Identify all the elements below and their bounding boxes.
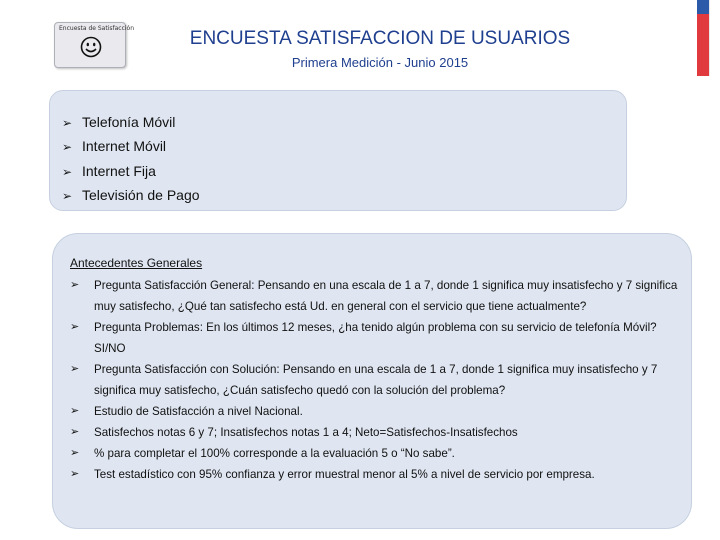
arrow-bullet-icon: ➢ <box>70 447 80 459</box>
arrow-bullet-icon: ➢ <box>70 468 80 480</box>
list-item: ➢ Telefonía Móvil <box>62 110 200 134</box>
flag-blue-block <box>697 0 709 14</box>
list-item: ➢ Pregunta Problemas: En los últimos 12 meses, ¿ha tenido algún problema con su servicio de telefonía Móvil? SI/NO <box>70 317 680 359</box>
list-item: ➢ Satisfechos notas 6 y 7; Insatisfechos notas 1 a 4; Neto=Satisfechos-Insatisfechos <box>70 422 680 443</box>
background-heading: Antecedentes Generales <box>70 256 203 270</box>
arrow-bullet-icon: ➢ <box>70 426 80 438</box>
list-item: ➢ % para completar el 100% corresponde a la evaluación 5 o “No sabe”. <box>70 443 680 464</box>
page-subtitle: Primera Medición - Junio 2015 <box>291 55 469 70</box>
list-item: ➢ Test estadístico con 95% confianza y error muestral menor al 5% a nivel de servicio por empresa. <box>70 464 680 485</box>
services-list <box>62 110 200 207</box>
arrow-bullet-icon: ➢ <box>62 116 73 130</box>
list-item: ➢ Pregunta Satisfacción General: Pensando en una escala de 1 a 7, donde 1 significa muy insatisfecho y 7 significa muy satisfecho, ¿Qué tan satisfecho está Ud. en general con el servicio que tiene actualmente? <box>70 275 680 317</box>
list-item: ➢ Internet Fija <box>62 159 200 183</box>
arrow-bullet-icon: ➢ <box>70 363 80 375</box>
logo-label: Encuesta de Satisfacción <box>59 25 135 32</box>
page-title: ENCUESTA SATISFACCION DE USUARIOS <box>189 28 571 49</box>
list-item: ➢ Estudio de Satisfacción a nivel Nacional. <box>70 401 680 422</box>
list-item: ➢ Internet Móvil <box>62 134 200 158</box>
arrow-bullet-icon: ➢ <box>70 321 80 333</box>
arrow-bullet-icon: ➢ <box>70 405 80 417</box>
arrow-bullet-icon: ➢ <box>62 140 73 155</box>
arrow-bullet-icon: ➢ <box>62 164 73 179</box>
arrow-bullet-icon: ➢ <box>62 188 73 203</box>
arrow-bullet-icon: ➢ <box>70 279 80 291</box>
list-item: ➢ Pregunta Satisfacción con Solución: Pensando en una escala de 1 a 7, donde 1 significa muy insatisfecho y 7 significa muy satisfecho, ¿Cuán satisfecho quedó con la solución del problema? <box>70 359 680 401</box>
list-item: ➢ Televisión de Pago <box>62 183 200 207</box>
background-list <box>70 275 680 485</box>
